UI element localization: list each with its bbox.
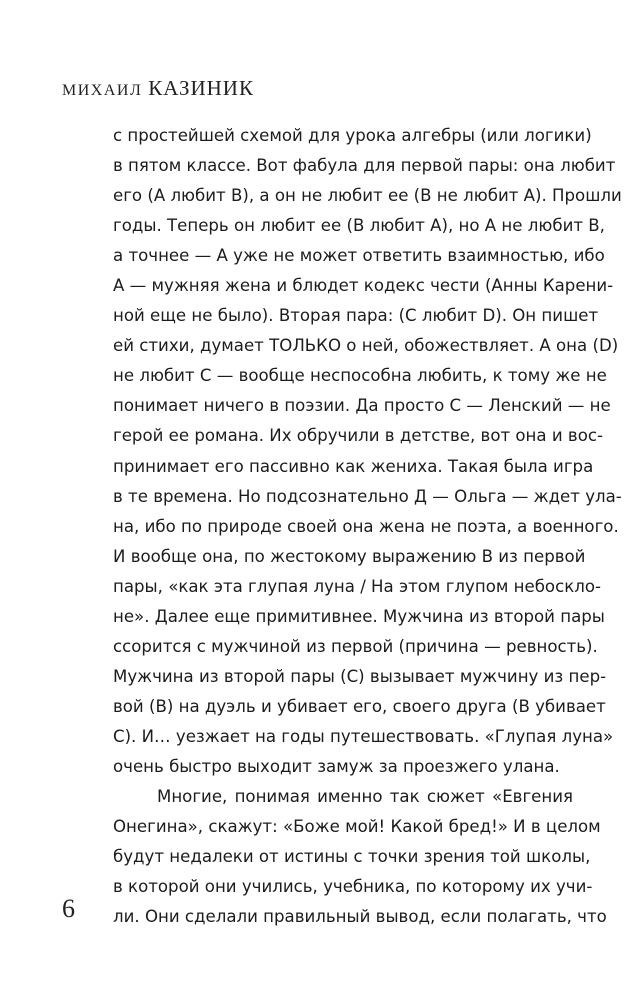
text-line: герой ее романа. Их обручили в детстве, вот она и вос-	[113, 426, 603, 446]
text-line: с простейшей схемой для урока алгебры (или логики)	[113, 126, 592, 145]
text-line: на, ибо по природе своей она жена не поэта, а военного.	[113, 516, 619, 536]
text-line: в пятом классе. Вот фабула для первой пары: она любит	[113, 156, 616, 176]
author-first-name: МИХАИЛ	[62, 82, 143, 99]
page-number: 6	[62, 894, 75, 923]
text-line: в которой они учились, учебника, по которому их учи-	[113, 877, 593, 897]
text-line: Онегина», скажут: «Боже мой! Какой бред!» И в целом	[113, 817, 601, 837]
text-line: Многие, понимая именно так сюжет «Евгения	[157, 787, 573, 807]
text-line: вой (В) на дуэль и убивает его, своего друга (В убивает	[113, 696, 606, 716]
text-line: И вообще она, по жестокому выражению В из первой	[113, 546, 586, 566]
text-line: его (А любит В), а он не любит ее (В не любит А). Прошли	[113, 186, 622, 206]
text-line: С). И… уезжает на годы путешествовать. «Глупая луна»	[113, 726, 614, 746]
text-line: в те времена. Но подсознательно Д — Ольга — ждет ула-	[113, 486, 622, 506]
paragraph-1	[113, 121, 622, 782]
text-line: ной еще не было). Вторая пара: (С любит D). Он пишет	[113, 306, 599, 326]
running-header	[62, 76, 254, 101]
text-line: не любит С — вообще неспособна любить, к тому же не	[113, 366, 607, 386]
text-line: очень быстро выходит замуж за проезжего улана.	[113, 756, 560, 776]
text-line: пары, «как эта глупая луна / На этом глупом небоскло-	[113, 576, 601, 596]
paragraph-2	[113, 782, 607, 932]
text-line: ли. Они сделали правильный вывод, если полагать, что	[113, 907, 607, 927]
text-line: ей стихи, думает ТОЛЬКО о ней, обожествляет. А она (D)	[113, 336, 619, 356]
text-line: не». Далее еще примитивнее. Мужчина из второй пары	[113, 606, 605, 626]
text-line: понимает ничего в поэзии. Да просто С — Ленский — не	[113, 396, 611, 416]
text-line: ссорится с мужчиной из первой (причина — ревность).	[113, 636, 598, 656]
text-line: принимает его пассивно как жениха. Такая была игра	[113, 456, 594, 476]
text-line: будут недалеки от истины с точки зрения той школы,	[113, 847, 591, 867]
text-line: а точнее — А уже не может ответить взаимностью, ибо	[113, 246, 605, 266]
author-last-name: КАЗИНИК	[148, 76, 254, 100]
text-line: Мужчина из второй пары (С) вызывает мужчину из пер-	[113, 666, 607, 686]
text-line: годы. Теперь он любит ее (В любит А), но А не любит В,	[113, 216, 605, 236]
body-text	[113, 121, 622, 932]
text-line: А — мужняя жена и блюдет кодекс чести (Анны Карени-	[113, 276, 614, 296]
